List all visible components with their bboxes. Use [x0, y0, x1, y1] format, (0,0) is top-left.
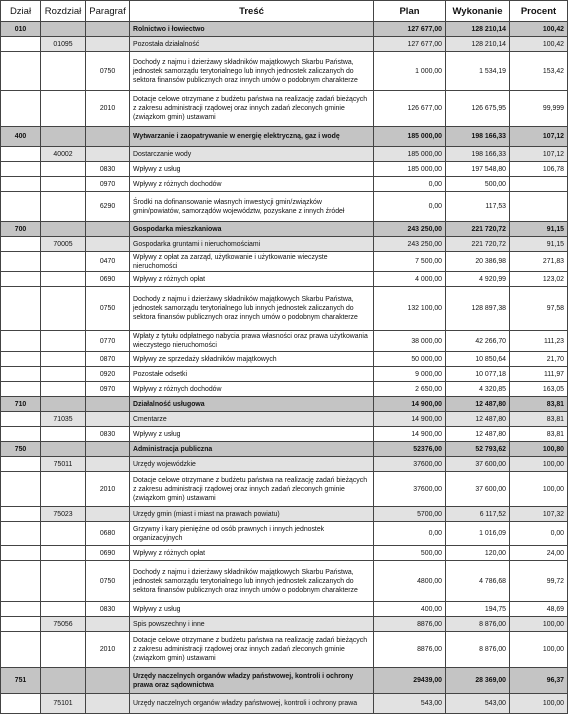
- cell-rozdzial: [41, 91, 86, 127]
- cell-dzial: [1, 147, 41, 162]
- header-row: [1, 1, 568, 22]
- header-dzial: Dział: [1, 1, 41, 22]
- cell-dzial: [1, 367, 41, 382]
- cell-procent: 100,42: [510, 22, 568, 37]
- cell-wykonanie: 42 266,70: [446, 331, 510, 352]
- cell-plan: 2 650,00: [374, 382, 446, 397]
- cell-rozdzial: [41, 561, 86, 602]
- cell-paragraf: [86, 442, 130, 457]
- cell-paragraf: [86, 237, 130, 252]
- cell-wykonanie: 4 320,85: [446, 382, 510, 397]
- cell-paragraf: 0970: [86, 177, 130, 192]
- cell-procent: 48,69: [510, 602, 568, 617]
- table-row: [1, 412, 568, 427]
- cell-procent: 100,80: [510, 442, 568, 457]
- cell-rozdzial: 75056: [41, 617, 86, 632]
- cell-dzial: 700: [1, 222, 41, 237]
- cell-paragraf: 0870: [86, 352, 130, 367]
- cell-tresc: Dochody z najmu i dzierżawy składników majątkowych Skarbu Państwa, jednostek samorządu terytorialnego lub innych jednostek zaliczanych do sektora finansów publicznych oraz innych umów o podobnym charakterze: [130, 287, 374, 331]
- cell-plan: 400,00: [374, 602, 446, 617]
- cell-wykonanie: 198 166,33: [446, 127, 510, 147]
- cell-procent: 107,32: [510, 507, 568, 522]
- table-row: [1, 397, 568, 412]
- cell-paragraf: [86, 668, 130, 694]
- cell-rozdzial: [41, 331, 86, 352]
- cell-paragraf: [86, 147, 130, 162]
- header-rozdzial: Rozdział: [41, 1, 86, 22]
- cell-tresc: Działalność usługowa: [130, 397, 374, 412]
- table-row: [1, 522, 568, 546]
- table-row: [1, 442, 568, 457]
- cell-dzial: 751: [1, 668, 41, 694]
- cell-wykonanie: 8 876,00: [446, 632, 510, 668]
- cell-wykonanie: 20 386,98: [446, 252, 510, 272]
- table-row: [1, 147, 568, 162]
- cell-tresc: Cmentarze: [130, 412, 374, 427]
- cell-procent: 83,81: [510, 412, 568, 427]
- cell-plan: 9 000,00: [374, 367, 446, 382]
- cell-plan: 0,00: [374, 522, 446, 546]
- cell-paragraf: [86, 457, 130, 472]
- cell-dzial: [1, 457, 41, 472]
- cell-plan: 8876,00: [374, 617, 446, 632]
- cell-wykonanie: 4 920,99: [446, 272, 510, 287]
- cell-wykonanie: 28 369,00: [446, 668, 510, 694]
- cell-paragraf: [86, 412, 130, 427]
- header-tresc: Treść: [130, 1, 374, 22]
- table-row: [1, 272, 568, 287]
- cell-procent: 99,72: [510, 561, 568, 602]
- cell-procent: 100,00: [510, 617, 568, 632]
- cell-procent: 24,00: [510, 546, 568, 561]
- table-row: [1, 222, 568, 237]
- cell-rozdzial: [41, 367, 86, 382]
- cell-tresc: Wytwarzanie i zaopatrywanie w energię elektryczną, gaz i wodę: [130, 127, 374, 147]
- table-row: [1, 22, 568, 37]
- cell-procent: 153,42: [510, 52, 568, 91]
- cell-paragraf: 0750: [86, 52, 130, 91]
- cell-plan: 127 677,00: [374, 37, 446, 52]
- table-row: [1, 177, 568, 192]
- cell-wykonanie: 500,00: [446, 177, 510, 192]
- cell-dzial: [1, 352, 41, 367]
- cell-plan: 52376,00: [374, 442, 446, 457]
- cell-paragraf: 0830: [86, 602, 130, 617]
- cell-wykonanie: 6 117,52: [446, 507, 510, 522]
- cell-paragraf: [86, 694, 130, 714]
- cell-paragraf: 0830: [86, 427, 130, 442]
- cell-tresc: Dochody z najmu i dzierżawy składników majątkowych Skarbu Państwa, jednostek samorządu terytorialnego lub innych jednostek zaliczanych do sektora finansów publicznych oraz innych umów o podobnym charakterze: [130, 52, 374, 91]
- table-row: [1, 507, 568, 522]
- cell-dzial: [1, 237, 41, 252]
- cell-rozdzial: [41, 442, 86, 457]
- cell-wykonanie: 12 487,80: [446, 427, 510, 442]
- cell-plan: 37600,00: [374, 457, 446, 472]
- cell-rozdzial: [41, 352, 86, 367]
- cell-dzial: [1, 37, 41, 52]
- cell-tresc: Wpływy z różnych dochodów: [130, 177, 374, 192]
- cell-dzial: [1, 287, 41, 331]
- cell-dzial: [1, 252, 41, 272]
- cell-plan: 4800,00: [374, 561, 446, 602]
- table-row: [1, 192, 568, 222]
- cell-wykonanie: 8 876,00: [446, 617, 510, 632]
- cell-plan: 29439,00: [374, 668, 446, 694]
- cell-tresc: Pozostała działalność: [130, 37, 374, 52]
- cell-rozdzial: [41, 252, 86, 272]
- cell-dzial: [1, 472, 41, 507]
- table-row: [1, 472, 568, 507]
- cell-paragraf: 2010: [86, 91, 130, 127]
- cell-dzial: 400: [1, 127, 41, 147]
- table-row: [1, 237, 568, 252]
- cell-rozdzial: [41, 427, 86, 442]
- cell-dzial: [1, 507, 41, 522]
- cell-rozdzial: [41, 52, 86, 91]
- cell-rozdzial: [41, 602, 86, 617]
- cell-paragraf: [86, 222, 130, 237]
- cell-tresc: Urzędy naczelnych organów władzy państwowej, kontroli i ochrony prawa oraz sądownictwa: [130, 668, 374, 694]
- table-row: [1, 602, 568, 617]
- cell-tresc: Wpływy z różnych dochodów: [130, 382, 374, 397]
- cell-tresc: Wpływy z różnych opłat: [130, 272, 374, 287]
- cell-wykonanie: 221 720,72: [446, 237, 510, 252]
- cell-dzial: 010: [1, 22, 41, 37]
- cell-procent: 83,81: [510, 427, 568, 442]
- cell-rozdzial: [41, 397, 86, 412]
- cell-dzial: [1, 427, 41, 442]
- cell-paragraf: [86, 37, 130, 52]
- cell-plan: 37600,00: [374, 472, 446, 507]
- cell-plan: 126 677,00: [374, 91, 446, 127]
- cell-wykonanie: 1 016,09: [446, 522, 510, 546]
- cell-tresc: Wpływy z usług: [130, 162, 374, 177]
- cell-tresc: Wpływy z usług: [130, 602, 374, 617]
- cell-procent: 163,05: [510, 382, 568, 397]
- cell-dzial: 750: [1, 442, 41, 457]
- cell-wykonanie: 128 210,14: [446, 37, 510, 52]
- cell-procent: 123,02: [510, 272, 568, 287]
- cell-rozdzial: [41, 472, 86, 507]
- cell-procent: 100,00: [510, 694, 568, 714]
- cell-tresc: Wpływy z usług: [130, 427, 374, 442]
- cell-tresc: Wpłaty z tytułu odpłatnego nabycia prawa własności oraz prawa użytkowania wieczystego nieruchomości: [130, 331, 374, 352]
- cell-dzial: [1, 617, 41, 632]
- cell-tresc: Dochody z najmu i dzierżawy składników majątkowych Skarbu Państwa, jednostek samorządu terytorialnego lub innych jednostek zaliczanych do sektora finansów publicznych oraz innych umów o podobnym charakterze: [130, 561, 374, 602]
- cell-plan: 185 000,00: [374, 162, 446, 177]
- table-row: [1, 331, 568, 352]
- table-row: [1, 694, 568, 714]
- cell-paragraf: 0470: [86, 252, 130, 272]
- cell-plan: 7 500,00: [374, 252, 446, 272]
- cell-procent: 0,00: [510, 522, 568, 546]
- header-paragraf: Paragraf: [86, 1, 130, 22]
- cell-rozdzial: [41, 668, 86, 694]
- cell-dzial: [1, 561, 41, 602]
- cell-rozdzial: 75011: [41, 457, 86, 472]
- cell-dzial: [1, 382, 41, 397]
- cell-dzial: [1, 272, 41, 287]
- table-row: [1, 37, 568, 52]
- cell-wykonanie: 1 534,19: [446, 52, 510, 91]
- cell-dzial: 710: [1, 397, 41, 412]
- cell-rozdzial: [41, 22, 86, 37]
- cell-paragraf: 0750: [86, 287, 130, 331]
- cell-paragraf: 2010: [86, 472, 130, 507]
- table-row: [1, 91, 568, 127]
- table-row: [1, 617, 568, 632]
- cell-procent: 96,37: [510, 668, 568, 694]
- cell-tresc: Spis powszechny i inne: [130, 617, 374, 632]
- cell-plan: 50 000,00: [374, 352, 446, 367]
- cell-plan: 14 900,00: [374, 427, 446, 442]
- cell-paragraf: 0970: [86, 382, 130, 397]
- cell-procent: [510, 192, 568, 222]
- cell-plan: 14 900,00: [374, 397, 446, 412]
- cell-plan: 500,00: [374, 546, 446, 561]
- cell-wykonanie: 10 077,18: [446, 367, 510, 382]
- cell-dzial: [1, 632, 41, 668]
- cell-wykonanie: 120,00: [446, 546, 510, 561]
- header-plan: Plan: [374, 1, 446, 22]
- cell-dzial: [1, 52, 41, 91]
- cell-procent: 91,15: [510, 237, 568, 252]
- cell-plan: 243 250,00: [374, 222, 446, 237]
- table-row: [1, 668, 568, 694]
- cell-wykonanie: 4 786,68: [446, 561, 510, 602]
- cell-procent: 100,00: [510, 457, 568, 472]
- table-row: [1, 427, 568, 442]
- table-row: [1, 367, 568, 382]
- cell-wykonanie: 37 600,00: [446, 472, 510, 507]
- cell-rozdzial: [41, 162, 86, 177]
- table-body: [1, 22, 568, 714]
- header-wykonanie: Wykonanie: [446, 1, 510, 22]
- cell-paragraf: 0830: [86, 162, 130, 177]
- cell-paragraf: 0750: [86, 561, 130, 602]
- cell-tresc: Gospodarka gruntami i nieruchomościami: [130, 237, 374, 252]
- cell-plan: 38 000,00: [374, 331, 446, 352]
- cell-procent: 107,12: [510, 147, 568, 162]
- cell-rozdzial: [41, 287, 86, 331]
- table-row: [1, 162, 568, 177]
- cell-rozdzial: 40002: [41, 147, 86, 162]
- cell-dzial: [1, 522, 41, 546]
- cell-tresc: Dotacje celowe otrzymane z budżetu państwa na realizację zadań bieżących z zakresu administracji rządowej oraz innych zadań zleconych gminie (związkom gmin) ustawami: [130, 472, 374, 507]
- cell-paragraf: [86, 507, 130, 522]
- cell-plan: 0,00: [374, 177, 446, 192]
- cell-plan: 132 100,00: [374, 287, 446, 331]
- cell-dzial: [1, 177, 41, 192]
- cell-tresc: Dotacje celowe otrzymane z budżetu państwa na realizację zadań bieżących z zakresu administracji rządowej oraz innych zadań zleconych gminie (związkom gmin) ustawami: [130, 632, 374, 668]
- cell-tresc: Urzędy wojewódzkie: [130, 457, 374, 472]
- cell-wykonanie: 52 793,62: [446, 442, 510, 457]
- cell-dzial: [1, 546, 41, 561]
- cell-procent: [510, 177, 568, 192]
- cell-paragraf: [86, 397, 130, 412]
- cell-paragraf: 0690: [86, 272, 130, 287]
- cell-plan: 243 250,00: [374, 237, 446, 252]
- cell-paragraf: 0680: [86, 522, 130, 546]
- cell-rozdzial: [41, 632, 86, 668]
- cell-dzial: [1, 192, 41, 222]
- cell-plan: 4 000,00: [374, 272, 446, 287]
- cell-plan: 185 000,00: [374, 127, 446, 147]
- table-row: [1, 287, 568, 331]
- cell-dzial: [1, 694, 41, 714]
- cell-wykonanie: 128 210,14: [446, 22, 510, 37]
- cell-dzial: [1, 602, 41, 617]
- table-row: [1, 52, 568, 91]
- cell-dzial: [1, 91, 41, 127]
- cell-procent: 83,81: [510, 397, 568, 412]
- table-row: [1, 546, 568, 561]
- table-row: [1, 457, 568, 472]
- cell-wykonanie: 12 487,80: [446, 397, 510, 412]
- cell-procent: 100,00: [510, 472, 568, 507]
- cell-tresc: Pozostałe odsetki: [130, 367, 374, 382]
- cell-paragraf: 2010: [86, 632, 130, 668]
- cell-tresc: Rolnictwo i łowiectwo: [130, 22, 374, 37]
- cell-tresc: Urzędy naczelnych organów władzy państwowej, kontroli i ochrony prawa: [130, 694, 374, 714]
- cell-rozdzial: [41, 272, 86, 287]
- header-procent: Procent: [510, 1, 568, 22]
- cell-plan: 543,00: [374, 694, 446, 714]
- cell-rozdzial: 71035: [41, 412, 86, 427]
- cell-procent: 111,97: [510, 367, 568, 382]
- cell-wykonanie: 543,00: [446, 694, 510, 714]
- table-row: [1, 127, 568, 147]
- cell-plan: 5700,00: [374, 507, 446, 522]
- cell-wykonanie: 194,75: [446, 602, 510, 617]
- cell-procent: 100,00: [510, 632, 568, 668]
- cell-rozdzial: [41, 522, 86, 546]
- table-row: [1, 252, 568, 272]
- cell-wykonanie: 221 720,72: [446, 222, 510, 237]
- cell-dzial: [1, 162, 41, 177]
- cell-dzial: [1, 331, 41, 352]
- cell-paragraf: 0920: [86, 367, 130, 382]
- cell-paragraf: 6290: [86, 192, 130, 222]
- cell-procent: 99,999: [510, 91, 568, 127]
- cell-rozdzial: 75023: [41, 507, 86, 522]
- cell-procent: 21,70: [510, 352, 568, 367]
- cell-rozdzial: [41, 546, 86, 561]
- cell-wykonanie: 10 850,64: [446, 352, 510, 367]
- cell-procent: 100,42: [510, 37, 568, 52]
- cell-plan: 14 900,00: [374, 412, 446, 427]
- cell-rozdzial: 70005: [41, 237, 86, 252]
- cell-paragraf: 0770: [86, 331, 130, 352]
- cell-rozdzial: [41, 222, 86, 237]
- cell-tresc: Środki na dofinansowanie własnych inwestycji gmin/związków gmin/powiatów, samorządów województw, pozyskane z innych źródeł: [130, 192, 374, 222]
- cell-tresc: Wpływy ze sprzedaży składników majątkowych: [130, 352, 374, 367]
- cell-plan: 8876,00: [374, 632, 446, 668]
- cell-wykonanie: 197 548,80: [446, 162, 510, 177]
- cell-wykonanie: 128 897,38: [446, 287, 510, 331]
- cell-procent: 111,23: [510, 331, 568, 352]
- cell-tresc: Grzywny i kary pieniężne od osób prawnych i innych jednostek organizacyjnych: [130, 522, 374, 546]
- cell-plan: 0,00: [374, 192, 446, 222]
- cell-procent: 271,83: [510, 252, 568, 272]
- cell-tresc: Gospodarka mieszkaniowa: [130, 222, 374, 237]
- cell-paragraf: [86, 127, 130, 147]
- table-row: [1, 352, 568, 367]
- cell-rozdzial: [41, 382, 86, 397]
- table-row: [1, 382, 568, 397]
- cell-procent: 91,15: [510, 222, 568, 237]
- cell-wykonanie: 12 487,80: [446, 412, 510, 427]
- cell-rozdzial: 01095: [41, 37, 86, 52]
- cell-wykonanie: 117,53: [446, 192, 510, 222]
- cell-rozdzial: 75101: [41, 694, 86, 714]
- cell-rozdzial: [41, 127, 86, 147]
- cell-tresc: Wpływy z różnych opłat: [130, 546, 374, 561]
- cell-plan: 127 677,00: [374, 22, 446, 37]
- cell-tresc: Dostarczanie wody: [130, 147, 374, 162]
- cell-wykonanie: 37 600,00: [446, 457, 510, 472]
- cell-paragraf: 0690: [86, 546, 130, 561]
- cell-tresc: Dotacje celowe otrzymane z budżetu państwa na realizację zadań bieżących z zakresu administracji rządowej oraz innych zadań zleconych gminie (związkom gmin) ustawami: [130, 91, 374, 127]
- cell-procent: 107,12: [510, 127, 568, 147]
- cell-tresc: Administracja publiczna: [130, 442, 374, 457]
- cell-wykonanie: 198 166,33: [446, 147, 510, 162]
- cell-rozdzial: [41, 192, 86, 222]
- cell-tresc: Wpływy z opłat za zarząd, użytkowanie i użytkowanie wieczyste nieruchomości: [130, 252, 374, 272]
- cell-procent: 97,58: [510, 287, 568, 331]
- cell-rozdzial: [41, 177, 86, 192]
- cell-tresc: Urzędy gmin (miast i miast na prawach powiatu): [130, 507, 374, 522]
- cell-procent: 106,78: [510, 162, 568, 177]
- table-row: [1, 561, 568, 602]
- cell-wykonanie: 126 675,95: [446, 91, 510, 127]
- cell-paragraf: [86, 617, 130, 632]
- cell-plan: 185 000,00: [374, 147, 446, 162]
- table-row: [1, 632, 568, 668]
- cell-dzial: [1, 412, 41, 427]
- cell-plan: 1 000,00: [374, 52, 446, 91]
- cell-paragraf: [86, 22, 130, 37]
